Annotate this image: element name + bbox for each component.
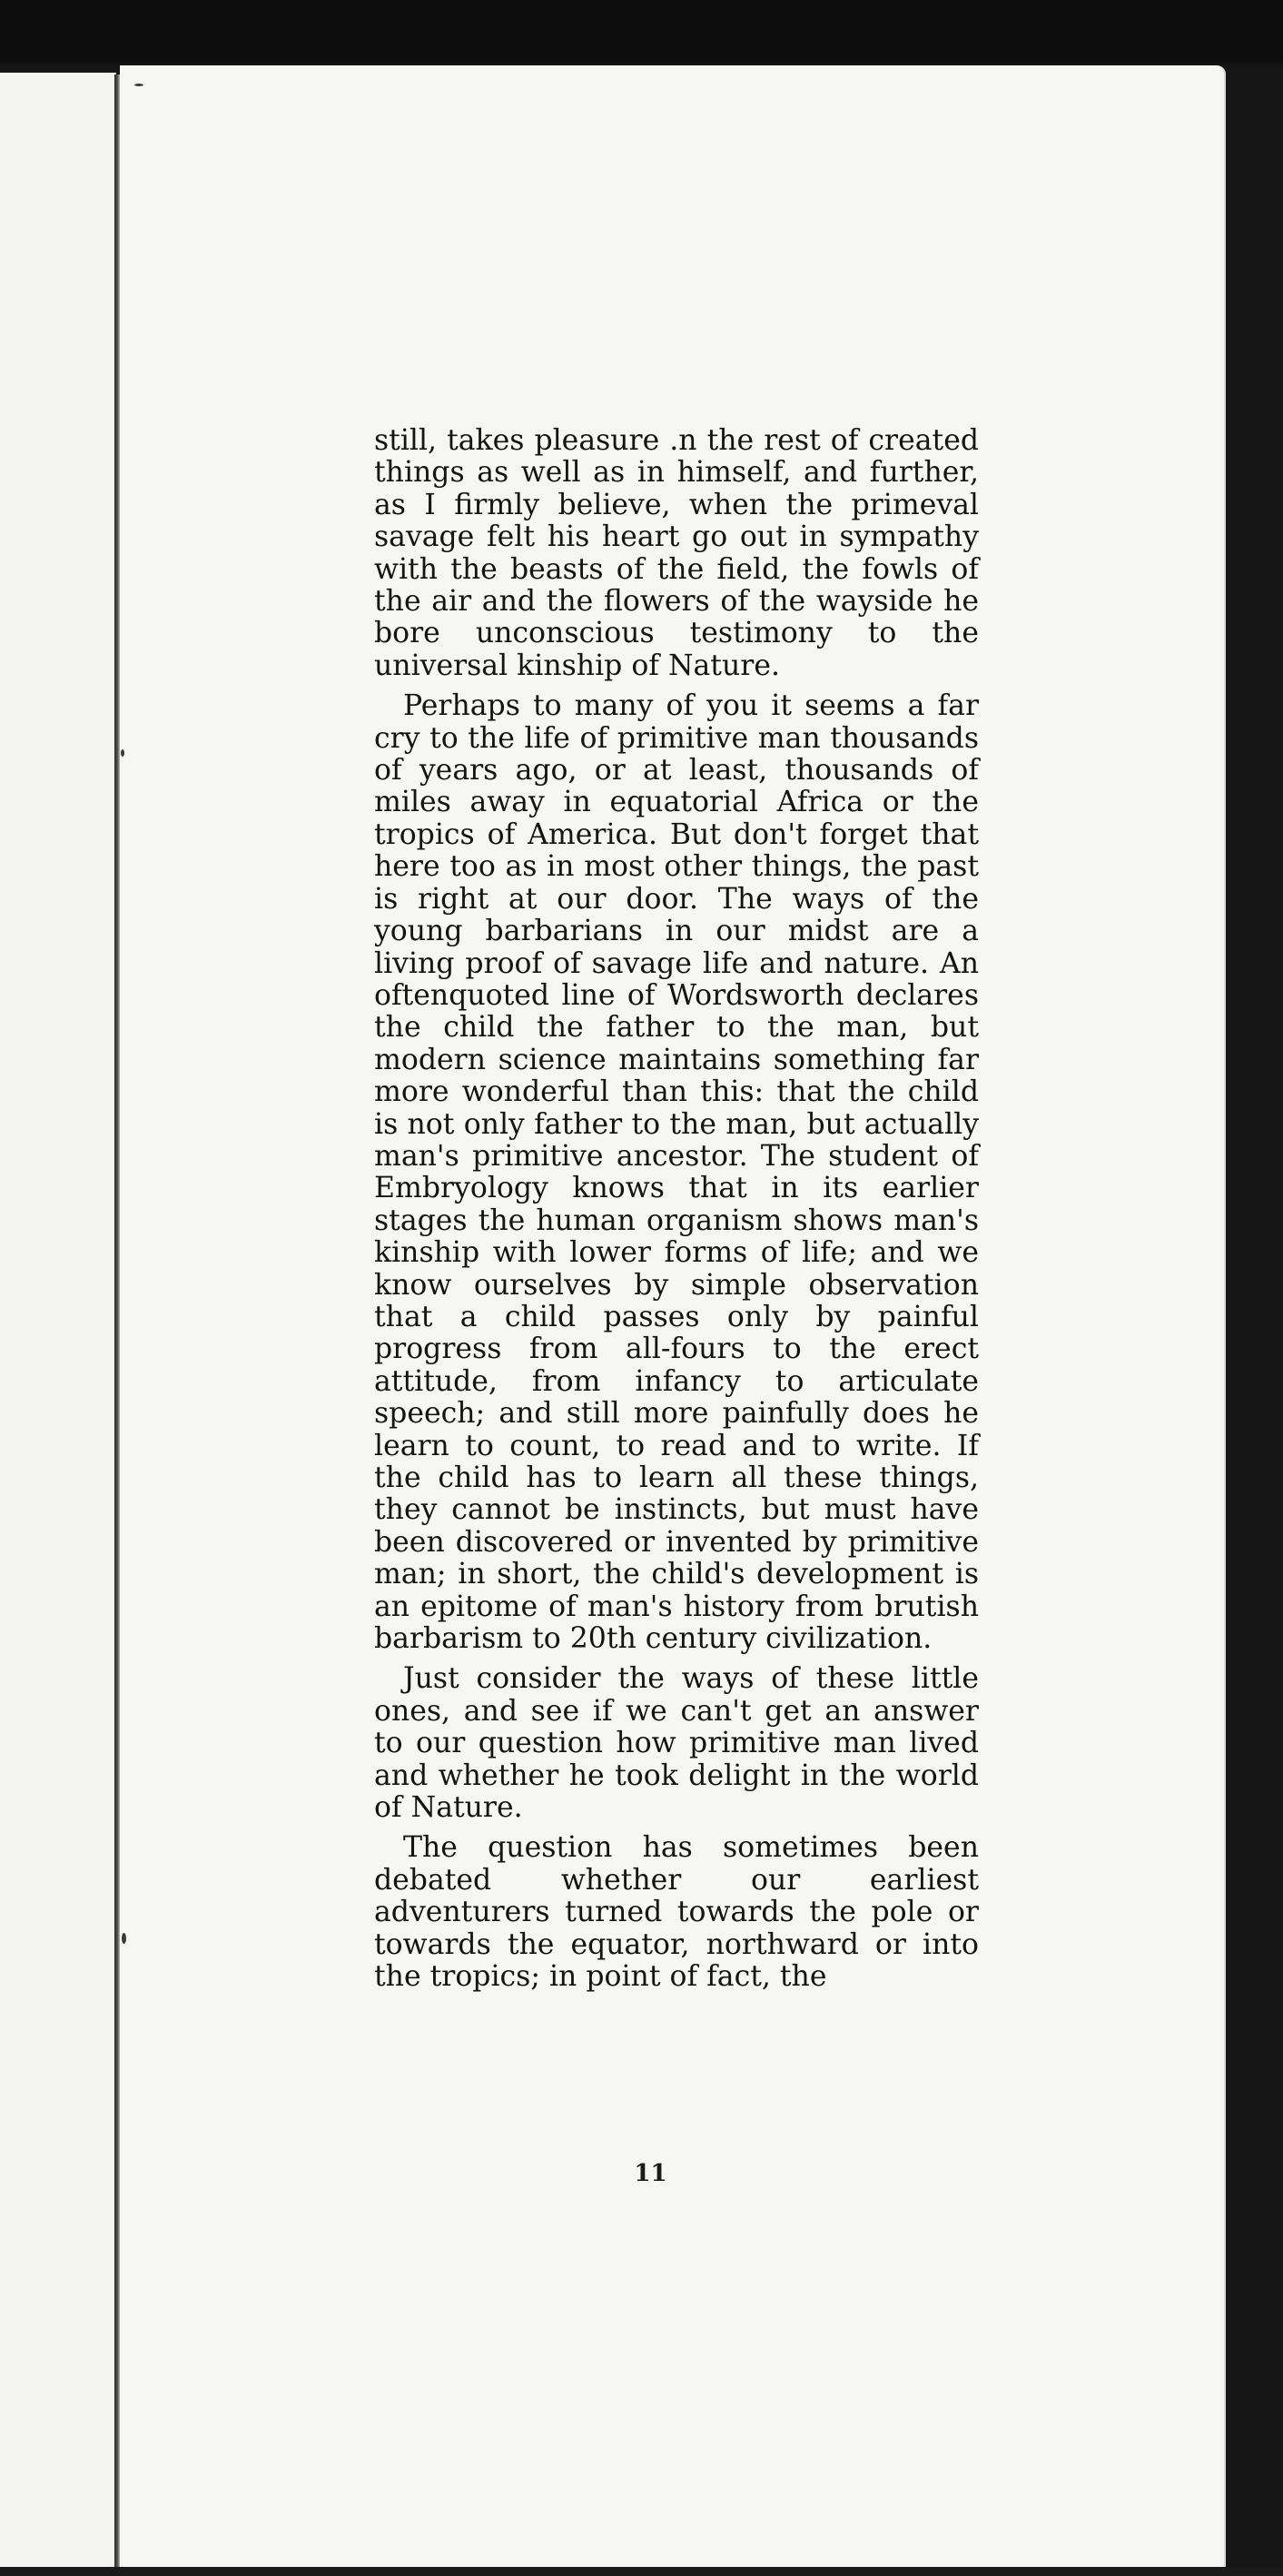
paragraph-continuation: still, takes pleasure .n the rest of created things as well as in himself, and further, as I firmly believe, when the primeval savage felt his heart go out in sympathy with the beasts of the field, the fowls of the air and the flowers of the wayside he bore unconscious testimony to the universal kinship of Nature. bbox=[374, 424, 979, 682]
scan-speck bbox=[134, 84, 143, 86]
paragraph: Perhaps to many of you it seems a far cry to the life of primitive man thousands of years ago, or at least, thousands of miles away in equatorial Africa or the tropics of America. But don't forget that here too as in most other things, the past is right at our door. The ways of the young barbarians in our midst are a living proof of savage life and nature. An oftenquoted line of Wordsworth declares the child the father to the man, but modern science maintains something far more wonderful than this: that the child is not only father to the man, but actually man's primitive ancestor. The student of Embryology knows that in its earlier stages the human organism shows man's kinship with lower forms of life; and we know ourselves by simple observation that a child passes only by painful progress from all-fours to the erect attitude, from infancy to articulate speech; and still more painfully does he learn to count, to read and to write. If the child has to learn all these things, they cannot be instincts, but must have been discovered or invented by primitive man; in short, the child's development is an epitome of man's history from brutish barbarism to 20th century civilization. bbox=[374, 689, 979, 1656]
scan-background-bottom bbox=[0, 2567, 1283, 2576]
page-number: 11 bbox=[634, 2160, 667, 2187]
scan-speck bbox=[121, 749, 124, 757]
paragraph: The question has sometimes been debated whether our earliest adventurers turned towards the pole or towards the equator, northward or into the tropics; in point of fact, the bbox=[374, 1831, 979, 1994]
paragraph: Just consider the ways of these little ones, and see if we can't get an answer to our question how primitive man lived and whether he took delight in the world of Nature. bbox=[374, 1662, 979, 1825]
body-text bbox=[374, 425, 979, 2002]
scan-speck bbox=[122, 1933, 126, 1944]
scan-background-top bbox=[0, 0, 1283, 64]
facing-page-strip bbox=[0, 73, 116, 2571]
scan-background-right bbox=[1226, 69, 1283, 2571]
